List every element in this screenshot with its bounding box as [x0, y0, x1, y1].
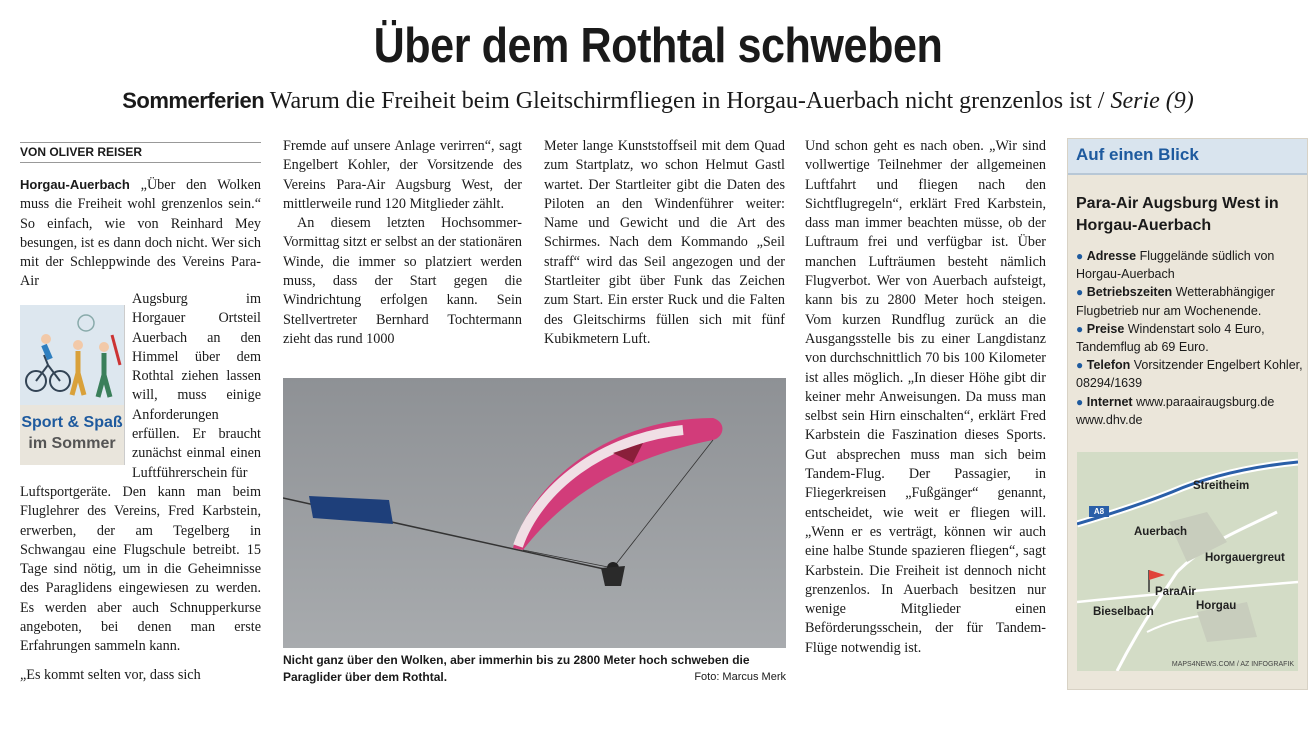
fact-key: Internet	[1086, 394, 1133, 409]
map-label-horgauergreut: Horgauergreut	[1205, 552, 1285, 564]
column-2-para-1: Fremde auf unsere Anlage verirren“, sagt Engelbert Kohler, der Vorsitzende des Vereins Para-Air Augsburg West, der mittlerweile rund 120 Mitglieder zählt.	[283, 138, 522, 212]
info-box-heading: Auf einen Blick	[1076, 145, 1199, 164]
column-2	[283, 137, 522, 349]
fact-item	[1076, 356, 1306, 392]
column-3-text: Meter lange Kunststoffseil mit dem Quad zum Startplatz, wo schon Helmut Gastl wartet. Der Startleiter gibt die Daten des Piloten an den Windenführer weiter: Name und Gewicht und die Art des Schirmes. Nach dem Kommando „Seil straff“ wird das Seil angezogen und der Startleiter gibt über Funk das Zeichen zum Start. Ein erster Ruck und die Falten des Gleitschirms füllen sich mit fünf Kubikmetern Luft.	[544, 138, 785, 347]
narrow-text: Augsburg im Horgauer Ortsteil Auerbach an den Himmel über dem Rothtal ziehen lassen will, muss einige Anforderungen erfüllen. Er braucht zunächst einmal einen Luftführerschein für	[132, 291, 261, 481]
fact-key: Preise	[1086, 321, 1125, 336]
map-label-bieselbach: Bieselbach	[1093, 606, 1154, 618]
bullet-icon: ●	[1076, 285, 1084, 300]
column-1-end: „Es kommt selten vor, dass sich	[20, 666, 201, 683]
column-2-para-2: An diesem letzten Hochsommer-Vormittag sitzt er selbst an der stationären Winde, die immer so platziert werden muss, dass der Start gegen die Windrichtung erfolgen kann. Sein Stellvertreter Bernhard Tochtermann zieht das rund 1000	[283, 215, 522, 347]
column-1-body: Luftsportgeräte. Den kann man beim Fluglehrer des Vereins, Fred Karbstein, erwerben, der am Tegelberg in Schwangau eine Flugschule betreibt. 15 Tage sind nötig, um in die Geheimnisse des Paraglidens eingewiesen zu werden. Es werden aber auch Schnupperkurse angeboten, bei denen man erste Erfahrungen sammeln kann.	[20, 484, 261, 655]
fact-value: www.paraairaugsburg.de www.dhv.de	[1076, 394, 1275, 427]
teaser-line-2: im Sommer	[28, 435, 116, 452]
column-1-narrow	[132, 290, 261, 483]
byline: VON OLIVER REISER	[20, 142, 261, 163]
paraglider-photo	[283, 378, 786, 648]
info-box-facts	[1076, 247, 1306, 429]
kicker: Sommerferien	[122, 88, 265, 113]
teaser-box	[20, 305, 125, 465]
intro-text: „Über den Wolken muss die Freiheit wohl grenzenlos sein.“ So einfach, wie von Reinhard Mey besungen, ist es dann doch nicht. Wer sich mit der Schleppwinde des Vereins Para-Air	[20, 177, 261, 290]
column-4-text: Und schon geht es nach oben. „Wir sind vollwertige Teilnehmer der allgemeinen Luftfahrt und fliegen nach den Sichtflugregeln“, erklärt Fred Karbstein, dass man immer beachten müsse, ob der Luftraum frei und verfügbar ist. Über manchen Lufträumen besteht nämlich Flugverbot. Wer von Auerbach aufsteigt, kann bis zu 2800 Meter hoch steigen. Vom kurzen Rundflug zurück an die Ausgangsstelle bis zu einer Langdistanz von durchschnittlich 70 bis 100 Kilometer ist alles möglich. „In dieser Höhe gibt dir keiner mehr Anweisungen. Da muss man selbst sein Hirn einschalten“, erklärt Fred Karbstein die Faszination dieses Sports. Gut absprechen muss man sich beim Tandem-Flug. Der Passagier, in Fliegerkreisen „Fußgänger“ genannt, entscheidet, wie weit er fliegen will. „Wenn er es verträgt, können wir auch eine halbe Stunde spazieren fliegen“, sagt Karbstein. Die Freiheit ist dennoch nicht grenzenlos. In Auerbach besitzen nur wenige Mitglieder einen Beförderungsschein, der für Tandem-Flüge notwendig ist.	[805, 138, 1046, 656]
headline: Über dem Rothtal schweben	[373, 19, 943, 73]
fact-item	[1076, 283, 1306, 319]
photo-caption	[283, 652, 786, 686]
bullet-icon: ●	[1076, 358, 1084, 373]
teaser-illustration	[20, 305, 124, 405]
column-4	[805, 137, 1046, 658]
fact-value: Windenstart solo 4 Euro, Tandemflug ab 69 Euro.	[1076, 321, 1265, 355]
teaser-label	[20, 412, 124, 454]
bullet-icon: ●	[1076, 249, 1084, 263]
series-label: Serie (9)	[1110, 88, 1194, 114]
fact-value: Wetterabhängiger Flugbetrieb nur am Wochenende.	[1076, 285, 1275, 318]
dateline: Horgau-Auerbach	[20, 177, 130, 192]
fact-key: Betriebszeiten	[1086, 285, 1173, 300]
column-3	[544, 137, 785, 349]
photo-credit: Foto: Marcus Merk	[694, 671, 786, 683]
bullet-icon: ●	[1076, 394, 1084, 409]
teaser-line-1: Sport & Spaß	[21, 414, 123, 431]
subheadline-text: Warum die Freiheit beim Gleitschirmfliegen in Horgau-Auerbach nicht grenzenlos ist /	[269, 88, 1105, 114]
fact-key: Telefon	[1086, 358, 1131, 373]
caption-text: Nicht ganz über den Wolken, aber immerhin bis zu 2800 Meter hoch schweben die Paraglider über dem Rothtal.	[283, 653, 750, 684]
fact-key: Adresse	[1086, 249, 1137, 263]
fact-value: Fluggelände südlich von Horgau-Auerbach	[1076, 249, 1275, 282]
map-label-auerbach: Auerbach	[1134, 526, 1188, 538]
subheadline	[0, 84, 1316, 118]
map-label-horgau: Horgau	[1196, 600, 1237, 612]
fact-item	[1076, 247, 1306, 283]
location-map	[1077, 452, 1298, 671]
info-box-header	[1068, 139, 1307, 175]
info-box	[1067, 138, 1308, 690]
map-label-streitheim: Streitheim	[1193, 480, 1250, 492]
bullet-icon: ●	[1076, 321, 1084, 336]
fact-value: Vorsitzender Engelbert Kohler, 08294/1639	[1076, 358, 1303, 391]
column-1-top	[20, 175, 261, 292]
map-source: MAPS4NEWS.COM / AZ INFOGRAFIK	[1171, 661, 1294, 668]
fact-item	[1076, 320, 1306, 356]
map-label-paraair: ParaAir	[1155, 586, 1196, 598]
info-box-title: Para-Air Augsburg West in Horgau-Auerbach	[1076, 195, 1279, 234]
fact-item	[1076, 393, 1306, 429]
column-1-bottom	[20, 483, 261, 685]
highway-sign: A8	[1089, 506, 1109, 517]
